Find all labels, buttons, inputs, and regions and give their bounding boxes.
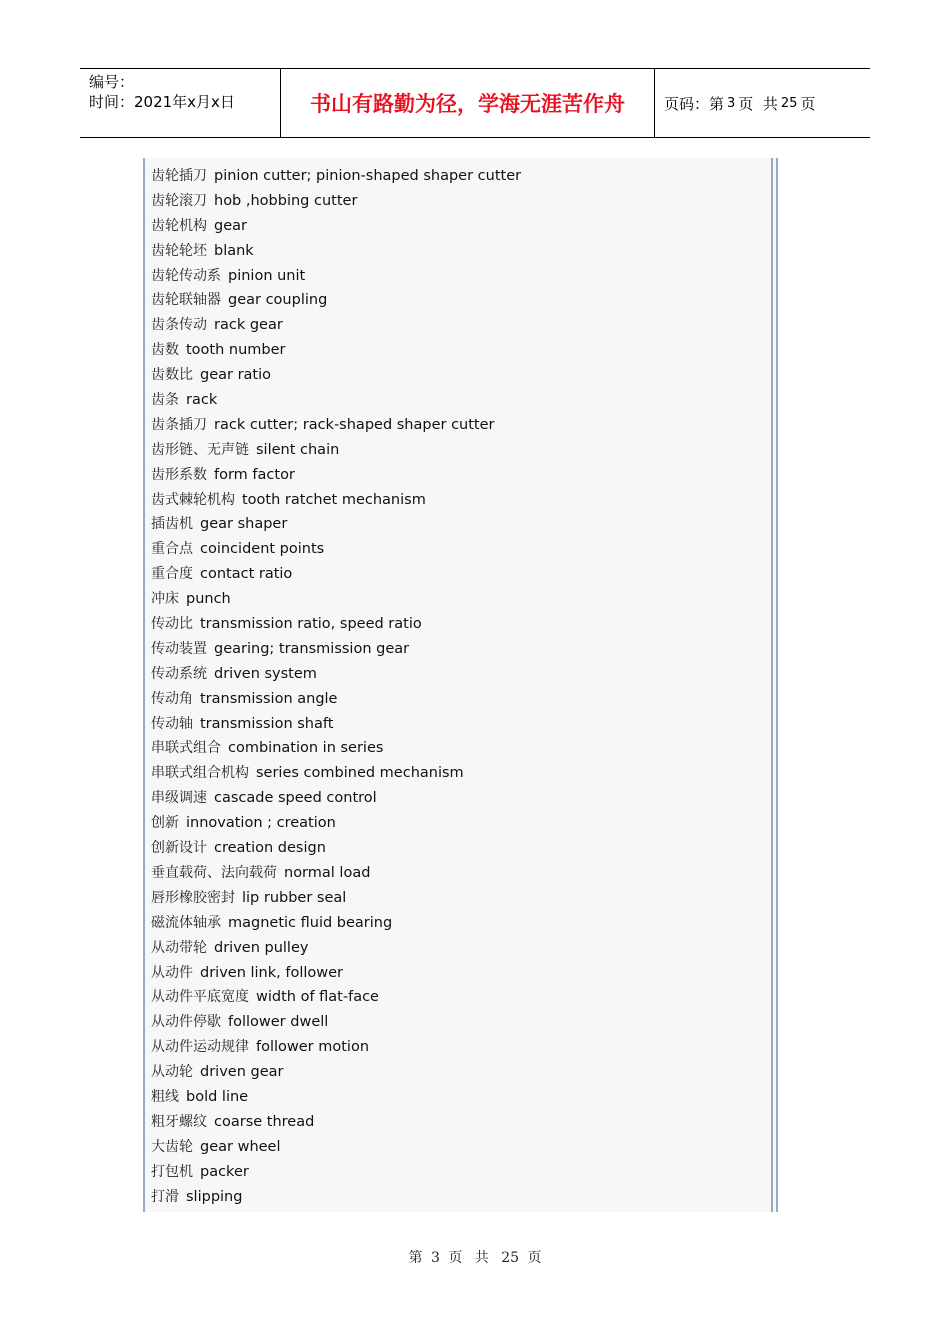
page-footer: [0, 1247, 950, 1267]
entry-chinese: 齿数: [151, 342, 179, 359]
entry-chinese: 齿数比: [151, 367, 193, 384]
entry-chinese: 传动比: [151, 616, 193, 633]
time-label: 时间：2021年x月x日: [89, 93, 235, 111]
entry-english: gear ratio: [200, 367, 272, 384]
entry-chinese: 从动件: [151, 964, 193, 981]
glossary-entry: [151, 586, 521, 611]
entry-chinese: 齿轮传动系: [151, 267, 221, 284]
glossary-entry: [151, 163, 521, 188]
glossary-entry: [151, 1109, 521, 1134]
entry-english: blank: [214, 242, 254, 259]
entry-chinese: 重合点: [151, 541, 193, 558]
footer-suffix: 页: [527, 1250, 542, 1266]
entry-chinese: 齿形链、无声链: [151, 441, 249, 458]
entry-chinese: 齿形系数: [151, 466, 207, 483]
page-total: 25: [780, 95, 798, 111]
entry-english: combination in series: [228, 740, 384, 757]
glossary-entry: [151, 611, 521, 636]
glossary-entry: [151, 287, 521, 312]
entry-english: transmission ratio, speed ratio: [200, 616, 422, 633]
glossary-entry: [151, 412, 521, 437]
box-border-right-outer: [776, 158, 778, 1212]
entry-chinese: 传动角: [151, 690, 193, 707]
glossary-list: [151, 163, 521, 1208]
glossary-entry: [151, 238, 521, 263]
entry-chinese: 磁流体轴承: [151, 914, 221, 931]
glossary-entry: [151, 1159, 521, 1184]
entry-chinese: 重合度: [151, 566, 193, 583]
glossary-entry: [151, 810, 521, 835]
footer-total: 25: [501, 1250, 520, 1266]
entry-chinese: 齿式棘轮机构: [151, 491, 235, 508]
entry-english: silent chain: [256, 441, 340, 458]
entry-chinese: 齿轮插刀: [151, 168, 207, 184]
glossary-entry: [151, 1184, 521, 1209]
glossary-entry: [151, 337, 521, 362]
entry-chinese: 从动件平底宽度: [151, 989, 249, 1006]
glossary-entry: [151, 960, 521, 985]
entry-english: driven gear: [200, 1064, 284, 1081]
entry-english: gear: [214, 217, 247, 234]
entry-english: magnetic fluid bearing: [228, 914, 393, 931]
entry-english: tooth number: [186, 342, 286, 359]
glossary-box: [143, 158, 778, 1212]
entry-chinese: 传动系统: [151, 665, 207, 682]
glossary-entry: [151, 735, 521, 760]
entry-english: transmission shaft: [200, 715, 334, 732]
glossary-entry: [151, 263, 521, 288]
glossary-entry: [151, 387, 521, 412]
glossary-entry: [151, 213, 521, 238]
entry-chinese: 齿轮联轴器: [151, 292, 221, 309]
entry-chinese: 唇形橡胶密封: [151, 889, 235, 906]
glossary-entry: [151, 910, 521, 935]
glossary-entry: [151, 1134, 521, 1159]
entry-chinese: 从动轮: [151, 1064, 193, 1081]
entry-english: gear coupling: [228, 292, 328, 309]
glossary-entry: [151, 511, 521, 536]
entry-english: rack gear: [214, 317, 283, 334]
entry-chinese: 串联式组合: [151, 740, 221, 757]
header-motto-cell: [281, 69, 655, 137]
entry-chinese: 打滑: [151, 1188, 179, 1205]
entry-english: hob ,hobbing cutter: [214, 192, 358, 209]
header-meta: [80, 69, 281, 137]
box-border-left: [143, 158, 145, 1212]
page-suffix: 页: [800, 94, 816, 113]
box-border-right-inner: [771, 158, 773, 1212]
entry-english: width of flat-face: [256, 989, 379, 1006]
footer-prefix: 第: [408, 1250, 423, 1266]
footer-mid2: 共: [474, 1250, 489, 1266]
entry-english: creation design: [214, 840, 326, 857]
glossary-entry: [151, 835, 521, 860]
motto: 书山有路勤为径，学海无涯苦作舟: [310, 91, 625, 116]
glossary-entry: [151, 661, 521, 686]
entry-english: lip rubber seal: [242, 889, 347, 906]
glossary-entry: [151, 561, 521, 586]
entry-chinese: 齿轮机构: [151, 217, 207, 234]
glossary-entry: [151, 711, 521, 736]
glossary-entry: [151, 536, 521, 561]
entry-chinese: 插齿机: [151, 516, 193, 533]
entry-chinese: 粗牙螺纹: [151, 1113, 207, 1130]
glossary-entry: [151, 462, 521, 487]
page-prefix: 页码：第: [664, 94, 725, 113]
serial-label: 编号：: [89, 73, 135, 91]
page-current: 3: [727, 95, 736, 111]
entry-chinese: 从动件停歇: [151, 1014, 221, 1031]
footer-current: 3: [430, 1250, 440, 1266]
glossary-entry: [151, 1084, 521, 1109]
entry-english: coarse thread: [214, 1113, 315, 1130]
glossary-entry: [151, 984, 521, 1009]
entry-chinese: 传动轴: [151, 715, 193, 732]
entry-english: series combined mechanism: [256, 765, 464, 782]
glossary-entry: [151, 686, 521, 711]
entry-english: rack cutter; rack-shaped shaper cutter: [214, 416, 495, 433]
entry-english: cascade speed control: [214, 790, 377, 807]
entry-english: packer: [200, 1163, 249, 1180]
entry-english: punch: [186, 591, 231, 608]
entry-english: contact ratio: [200, 566, 293, 583]
entry-chinese: 串联式组合机构: [151, 765, 249, 782]
glossary-entry: [151, 1034, 521, 1059]
entry-english: pinion cutter; pinion-shaped shaper cutter: [214, 168, 522, 184]
entry-english: driven pulley: [214, 939, 309, 956]
glossary-entry: [151, 636, 521, 661]
glossary-entry: [151, 785, 521, 810]
footer-mid1: 页: [448, 1250, 463, 1266]
glossary-entry: [151, 885, 521, 910]
glossary-entry: [151, 487, 521, 512]
entry-chinese: 齿条插刀: [151, 416, 207, 433]
entry-chinese: 创新设计: [151, 840, 207, 857]
glossary-entry: [151, 860, 521, 885]
entry-english: rack: [186, 392, 218, 409]
entry-english: transmission angle: [200, 690, 338, 707]
entry-english: follower motion: [256, 1039, 370, 1056]
entry-english: gearing; transmission gear: [214, 640, 410, 657]
entry-english: tooth ratchet mechanism: [242, 491, 426, 508]
header-page-info: [655, 69, 870, 137]
entry-english: gear shaper: [200, 516, 288, 533]
glossary-entry: [151, 188, 521, 213]
glossary-entry: [151, 760, 521, 785]
entry-chinese: 打包机: [151, 1163, 193, 1180]
glossary-entry: [151, 935, 521, 960]
glossary-entry: [151, 312, 521, 337]
entry-english: normal load: [284, 864, 371, 881]
page-mid: 页 共: [738, 94, 778, 113]
entry-chinese: 齿轮滚刀: [151, 192, 207, 209]
entry-chinese: 粗线: [151, 1088, 179, 1105]
entry-chinese: 大齿轮: [151, 1138, 193, 1155]
entry-chinese: 从动带轮: [151, 939, 207, 956]
entry-english: coincident points: [200, 541, 325, 558]
entry-english: pinion unit: [228, 267, 306, 284]
entry-chinese: 齿条: [151, 392, 179, 409]
entry-chinese: 创新: [151, 815, 179, 832]
entry-chinese: 齿轮轮坯: [151, 242, 207, 259]
entry-english: follower dwell: [228, 1014, 329, 1031]
glossary-entry: [151, 362, 521, 387]
glossary-entry: [151, 1059, 521, 1084]
entry-chinese: 冲床: [151, 591, 179, 608]
entry-english: gear wheel: [200, 1138, 281, 1155]
entry-english: slipping: [186, 1188, 243, 1205]
entry-english: innovation ; creation: [186, 815, 336, 832]
page-header: [80, 68, 870, 138]
entry-english: form factor: [214, 466, 295, 483]
entry-chinese: 从动件运动规律: [151, 1039, 249, 1056]
glossary-entry: [151, 437, 521, 462]
entry-chinese: 垂直载荷、法向载荷: [151, 864, 277, 881]
entry-english: driven link, follower: [200, 964, 344, 981]
glossary-entry: [151, 1009, 521, 1034]
entry-chinese: 传动装置: [151, 640, 207, 657]
entry-chinese: 串级调速: [151, 790, 207, 807]
entry-english: driven system: [214, 665, 317, 682]
entry-english: bold line: [186, 1088, 249, 1105]
entry-chinese: 齿条传动: [151, 317, 207, 334]
